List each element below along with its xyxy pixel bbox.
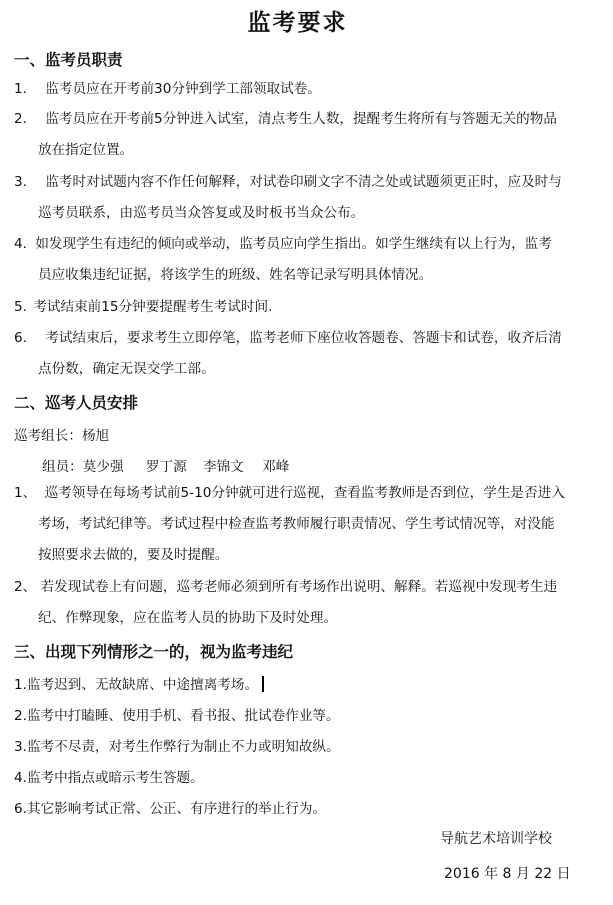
item-number: 1、 xyxy=(14,485,37,501)
section-heading-patrol: 二、巡考人员安排 xyxy=(14,394,139,412)
item-number: 3. xyxy=(14,174,27,190)
section-heading-duties: 一、监考员职责 xyxy=(14,51,123,69)
item-text-continued: 考场，考试纪律等。考试过程中检查监考教师履行职责情况、学生考试情况等，对没能 xyxy=(38,516,555,532)
duty-item-4 xyxy=(14,229,579,291)
patrol-item-2 xyxy=(14,572,579,634)
item-number: 1. xyxy=(14,81,27,97)
duty-item-3 xyxy=(14,167,579,229)
patrol-item-1 xyxy=(14,478,579,571)
violation-item-1 xyxy=(14,673,264,693)
item-number: 2、 xyxy=(14,579,37,595)
item-text: 监考员应在开考前5分钟进入试室，清点考生人数，提醒考生将所有与答题无关的物品 xyxy=(45,111,557,127)
section-heading-violations: 三、出现下列情形之一的，视为监考违纪 xyxy=(14,643,294,661)
item-number: 4. xyxy=(14,236,27,252)
duty-item-5 xyxy=(14,292,579,323)
item-text-continued: 纪、作弊现象，应在监考人员的协助下及时处理。 xyxy=(38,610,338,626)
violation-item-6: 6.其它影响考试正常、公正、有序进行的举止行为。 xyxy=(14,801,327,817)
item-text: 若发现试卷上有问题，巡考老师必须到所有考场作出说明、解释。若巡视中发现考生违 xyxy=(40,579,558,595)
item-text: 巡考领导在每场考试前5-10分钟就可进行巡视，查看监考教师是否到位，学生是否进入 xyxy=(44,485,565,501)
item-number: 2. xyxy=(14,111,27,127)
item-text-continued: 放在指定位置。 xyxy=(38,142,134,158)
item-text: 监考时对试题内容不作任何解释，对试卷印刷文字不清之处或试题须更正时，应及时与 xyxy=(45,174,562,190)
item-text: 如发现学生有违纪的倾向或举动，监考员应向学生指出。如学生继续有以上行为，监考 xyxy=(35,236,552,252)
item-text: 考试结束后，要求考生立即停笔，监考老师下座位收答题卷、答题卡和试卷，收齐后清 xyxy=(45,330,562,346)
school-name: 导航艺术培训学校 xyxy=(440,831,552,847)
item-text-continued: 员应收集违纪证据，将该学生的班级、姓名等记录写明具体情况。 xyxy=(38,267,433,283)
item-text-continued: 点份数，确定无误交学工部。 xyxy=(38,361,215,377)
item-text: 考试结束前15分钟要提醒考生考试时间. xyxy=(33,299,273,315)
item-text-continued: 按照要求去做的，要及时提醒。 xyxy=(38,547,229,563)
item-number: 6. xyxy=(14,330,27,346)
duty-item-1 xyxy=(14,74,579,105)
patrol-members xyxy=(42,455,289,475)
duty-item-6 xyxy=(14,323,579,385)
violation-item-3: 3.监考不尽责，对考生作弊行为制止不力或明知故纵。 xyxy=(14,739,340,755)
document-title: 监考要求 xyxy=(247,10,348,36)
violation-item-4: 4.监考中指点或暗示考生答题。 xyxy=(14,770,204,786)
item-text: 1.监考迟到、无故缺席、中途擅离考场。 xyxy=(14,677,259,693)
member-label: 组员：莫少强 xyxy=(42,459,124,475)
violation-item-2: 2.监考中打瞌睡、使用手机、看书报、批试卷作业等。 xyxy=(14,708,340,724)
text-cursor xyxy=(262,676,264,692)
duty-item-2 xyxy=(14,104,579,166)
patrol-leader: 巡考组长：杨旭 xyxy=(14,428,110,444)
member-name: 邓峰 xyxy=(262,459,290,475)
member-name: 李锦文 xyxy=(203,459,244,475)
document-date: 2016 年 8 月 22 日 xyxy=(444,866,571,882)
item-number: 5. xyxy=(14,299,27,315)
item-text: 监考员应在开考前30分钟到学工部领取试卷。 xyxy=(45,81,321,97)
member-name: 罗丁源 xyxy=(145,459,187,475)
item-text-continued: 巡考员联系，由巡考员当众答复或及时板书当众公布。 xyxy=(38,205,365,221)
